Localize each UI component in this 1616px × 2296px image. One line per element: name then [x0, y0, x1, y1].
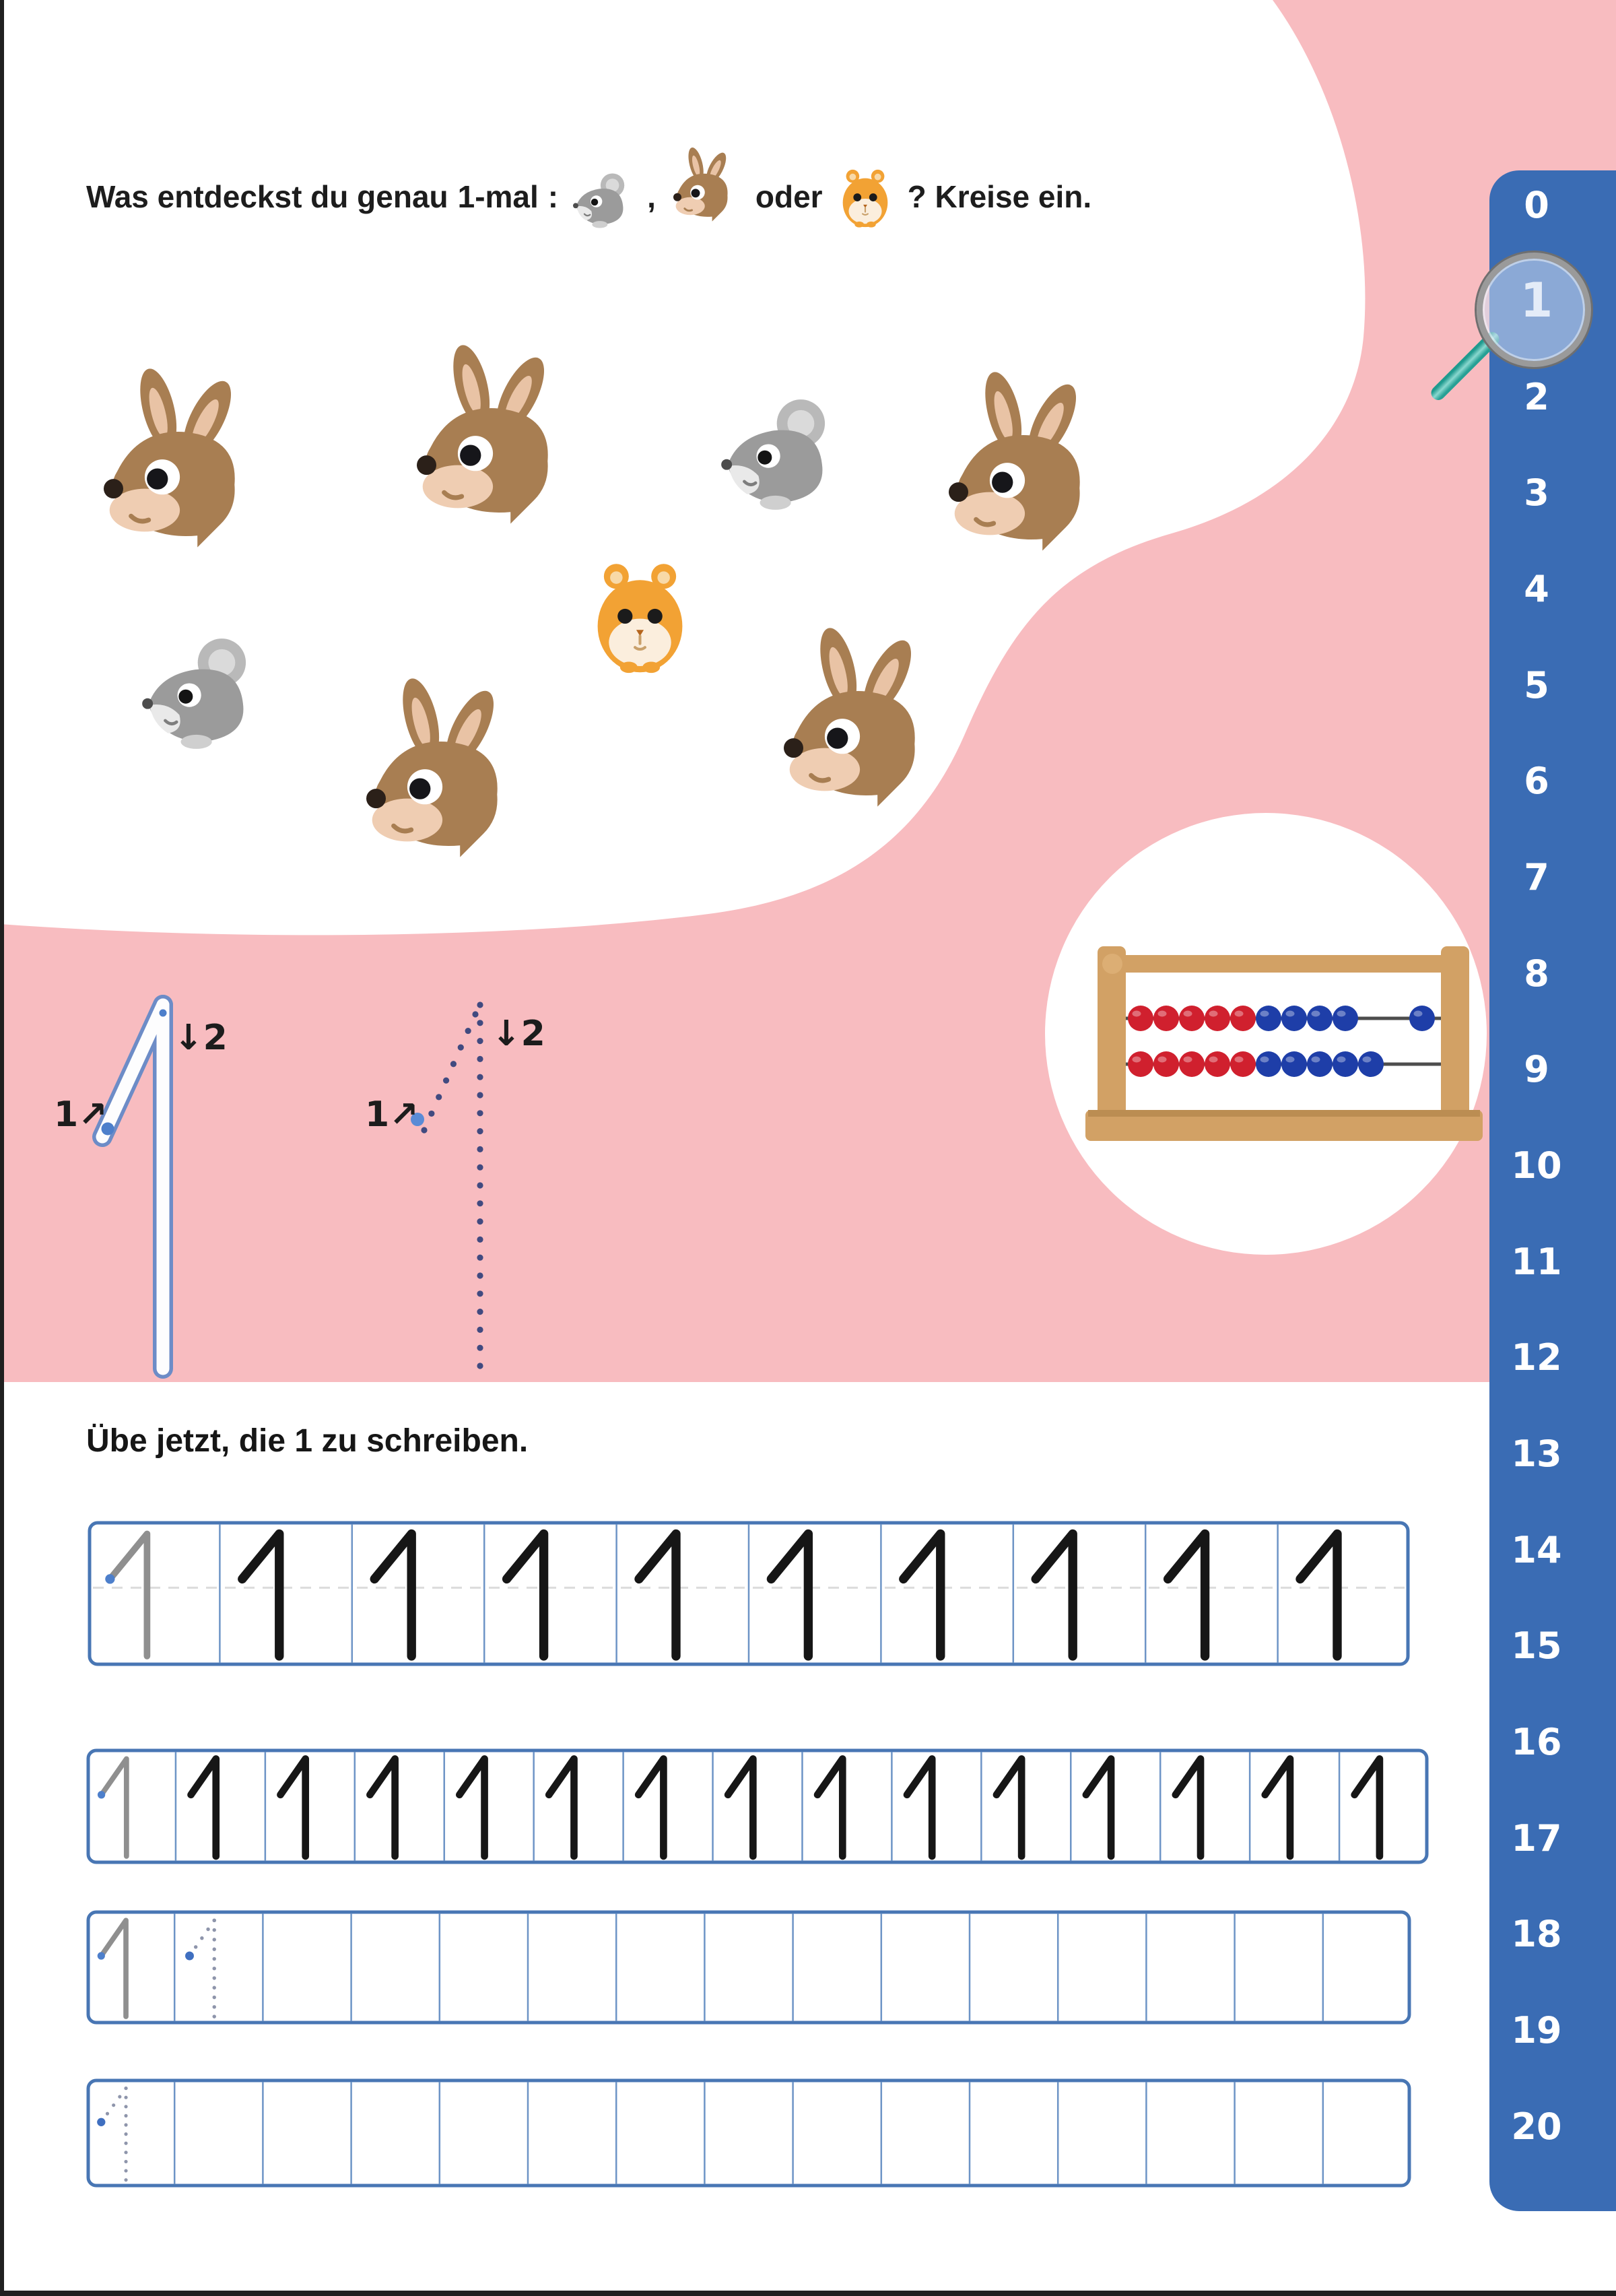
sidebar-number-13[interactable]: 13 [1511, 1432, 1562, 1475]
practice-row-1 [88, 1521, 1410, 1666]
sidebar-number-4[interactable]: 4 [1524, 568, 1549, 611]
rabbit-icon [665, 145, 746, 226]
sidebar-number-16[interactable]: 16 [1511, 1720, 1562, 1763]
sidebar-number-7[interactable]: 7 [1524, 856, 1549, 899]
sidebar-number-15[interactable]: 15 [1511, 1625, 1562, 1668]
rabbit-image[interactable] [929, 367, 1124, 562]
instruction-or: oder [755, 179, 823, 214]
number-sidebar [1489, 170, 1616, 2211]
rabbit-image[interactable] [84, 364, 279, 559]
sidebar-number-2[interactable]: 2 [1524, 375, 1549, 418]
practice-title: Übe jetzt, die 1 zu schreiben. [86, 1423, 529, 1459]
page-edge-bottom [0, 2291, 1616, 2296]
rabbit-image[interactable] [764, 623, 960, 818]
instruction-tail: ? Kreise ein. [907, 179, 1092, 214]
sidebar-number-17[interactable]: 17 [1511, 1816, 1562, 1860]
magnifier-icon [1477, 253, 1591, 367]
svg-text:1↗: 1↗ [54, 1094, 108, 1135]
stroke-guide-dotted [365, 1002, 545, 1369]
sidebar-number-20[interactable]: 20 [1511, 2105, 1562, 2148]
sidebar-number-5[interactable]: 5 [1524, 663, 1549, 707]
abacus-image [1064, 929, 1495, 1158]
sidebar-number-3[interactable]: 3 [1524, 471, 1549, 515]
sidebar-number-19[interactable]: 19 [1511, 2008, 1562, 2052]
sidebar-number-14[interactable]: 14 [1511, 1528, 1562, 1571]
stroke-order-guides [0, 929, 741, 1401]
sidebar-number-18[interactable]: 18 [1511, 1913, 1562, 1956]
hamster-icon [832, 166, 898, 232]
rabbit-image[interactable] [397, 340, 593, 535]
instruction-text: Was entdeckst du genau 1-mal : , oder ? Kreise ein. [86, 156, 1091, 237]
svg-text:↓2: ↓2 [492, 1014, 545, 1054]
sidebar-number-12[interactable]: 12 [1511, 1336, 1562, 1379]
sidebar-number-9[interactable]: 9 [1524, 1048, 1549, 1091]
practice-row-2 [86, 1748, 1429, 1864]
sidebar-number-0[interactable]: 0 [1524, 183, 1549, 226]
page-edge-left [0, 0, 4, 2296]
mouse-icon [568, 166, 638, 236]
sidebar-number-10[interactable]: 10 [1511, 1144, 1562, 1187]
svg-text:↓2: ↓2 [174, 1018, 228, 1058]
sidebar-number-11[interactable]: 11 [1511, 1240, 1562, 1283]
stroke-guide-outline [54, 1005, 228, 1369]
sidebar-number-6[interactable]: 6 [1524, 760, 1549, 803]
rabbit-image[interactable] [347, 674, 542, 869]
instruction-part1: Was entdeckst du genau [86, 179, 448, 214]
svg-text:1↗: 1↗ [365, 1094, 419, 1135]
mouse-image[interactable] [131, 623, 273, 764]
hamster-image[interactable] [578, 558, 702, 682]
instruction-bold: 1-mal [457, 179, 539, 214]
practice-row-3 [86, 1910, 1411, 2025]
sidebar-number-8[interactable]: 8 [1524, 952, 1549, 995]
mouse-image[interactable] [710, 384, 852, 525]
practice-row-4 [86, 2078, 1411, 2188]
